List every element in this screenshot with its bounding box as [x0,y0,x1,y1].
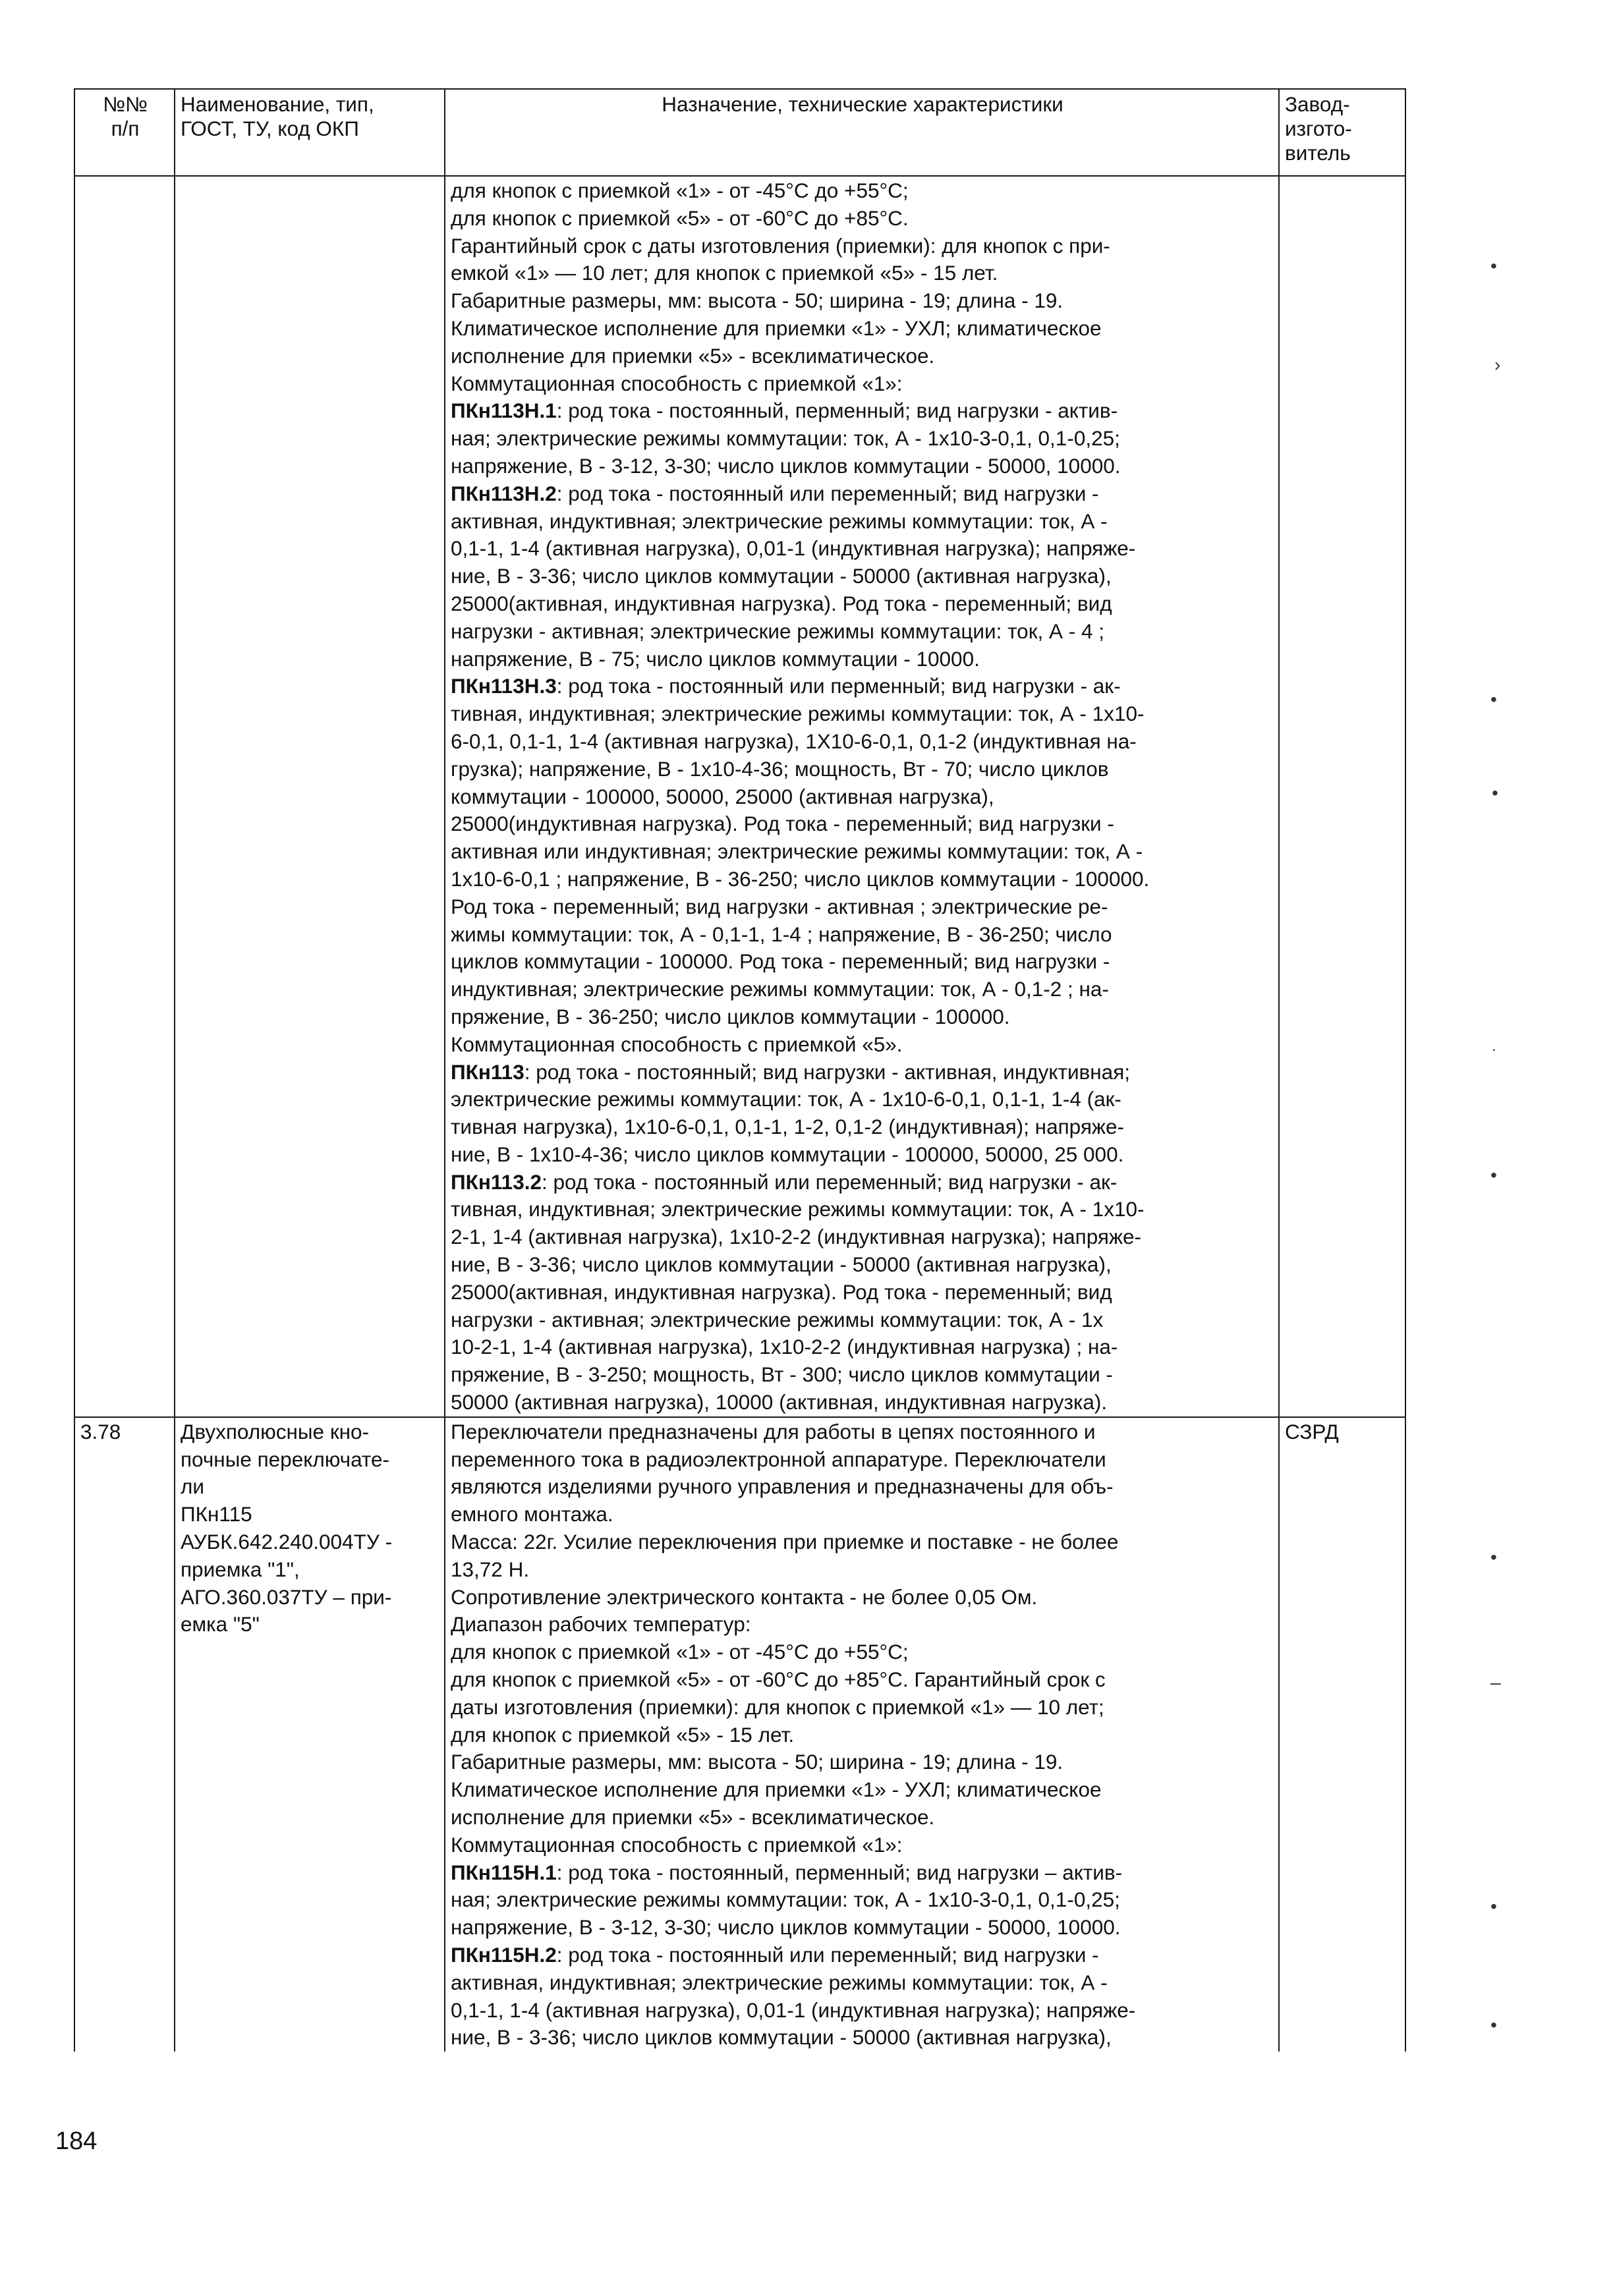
model-code: ПКн115Н.1 [451,1860,557,1884]
text-line: даты изготовления (приемки): для кнопок с приемкой «1» — 10 лет; [451,1694,1104,1719]
text-line: тивная, индуктивная; электрические режимы коммутации: ток, А - 1х10- [451,702,1145,726]
scan-speck: • [1490,689,1497,710]
scan-speck: • [1490,256,1497,276]
text-line: нагрузки - активная; электрические режимы коммутации: ток, А - 1х [451,1307,1104,1331]
text-line: ПКн113: род тока - постоянный; вид нагрузки - активная, индуктивная; [451,1059,1131,1084]
text-line: 0,1-1, 1-4 (активная нагрузка), 0,01-1 (индуктивная нагрузка); напряже- [451,536,1136,561]
text-line: емкой «1» — 10 лет; для кнопок с приемкой «5» - 15 лет. [451,261,998,285]
text-line: 2-1, 1-4 (активная нагрузка), 1х10-2-2 (индуктивная нагрузка); напряже- [451,1225,1142,1249]
model-code: ПКн113Н.3 [451,674,557,698]
text-line: для кнопок с приемкой «5» - 15 лет. [451,1722,795,1747]
text-line: 1х10-6-0,1 ; напряжение, В - 36-250; число циклов коммутации - 100000. [451,866,1150,891]
text-line: ПКн113Н.3: род тока - постоянный или перменный; вид нагрузки - ак- [451,674,1121,698]
continued-name-cell [175,176,445,1417]
row-number: 3.78 [74,1417,175,2052]
text-line: Коммутационная способность с приемкой «5». [451,1032,903,1056]
text-line: индуктивная; электрические режимы коммутации: ток, А - 0,1-2 ; на- [451,977,1109,1001]
text-line: напряжение, В - 3-12, 3-30; число циклов коммутации - 50000, 10000. [451,1915,1121,1940]
text-line: циклов коммутации - 100000. Род тока - переменный; вид нагрузки - [451,949,1110,974]
text-line: активная, индуктивная; электрические режимы коммутации: ток, А - [451,1970,1108,1994]
text-line: Климатическое исполнение для приемки «1» - УХЛ; климатическое [451,316,1102,340]
text-line: активная или индуктивная; электрические режимы коммутации: ток, А - [451,839,1143,864]
header-row [74,89,1405,176]
text-line: ная; электрические режимы коммутации: ток, А - 1х10-3-0,1, 0,1-0,25; [451,1888,1120,1912]
text-line: 6-0,1, 0,1-1, 1-4 (активная нагрузка), 1Х10-6-0,1, 0,1-2 (индуктивная на- [451,729,1137,753]
text-line: для кнопок с приемкой «5» - от -60°С до +85°С. [451,206,909,230]
text-line: тивная, индуктивная; электрические режимы коммутации: ток, А - 1х10- [451,1197,1145,1221]
text-line: Коммутационная способность с приемкой «1»: [451,1832,903,1857]
text-line: почные переключате- [181,1447,389,1471]
model-code: ПКн113Н.1 [451,399,557,423]
text-line: ние, В - 1х10-4-36; число циклов коммутации - 100000, 50000, 25 000. [451,1142,1124,1166]
scan-speck: • [1490,1547,1497,1567]
text-line: коммутации - 100000, 50000, 25000 (активная нагрузка), [451,784,994,808]
text-line: грузка); напряжение, В - 1х10-4-36; мощность, Вт - 70; число циклов [451,756,1109,781]
text-line: Масса: 22г. Усилие переключения при приемке и поставке - не более [451,1530,1119,1554]
text-line: Коммутационная способность с приемкой «1»: [451,371,903,395]
text-line: ПКн113Н.2: род тока - постоянный или переменный; вид нагрузки - [451,481,1099,505]
text-line: переменного тока в радиоэлектронной аппаратуре. Переключатели [451,1447,1106,1471]
text-line: 25000(активная, индуктивная нагрузка). Род тока - переменный; вид [451,1279,1112,1304]
text-line: Сопротивление электрического контакта - не более 0,05 Ом. [451,1584,1038,1609]
scan-speck: • [1492,783,1498,803]
text-line: 25000(активная, индуктивная нагрузка). Род тока - переменный; вид [451,591,1112,615]
text-line: АУБК.642.240.004ТУ - [181,1530,393,1554]
page-number: 184 [55,2127,98,2155]
header-name: Наименование, тип, ГОСТ, ТУ, код ОКП [175,89,445,176]
text-line: электрические режимы коммутации: ток, А - 1х10-6-0,1, 0,1-1, 1-4 (ак- [451,1087,1121,1111]
scan-speck: › [1494,354,1501,375]
text-line: исполнение для приемки «5» - всеклиматическое. [451,343,935,368]
text-line: для кнопок с приемкой «5» - от -60°С до +85°С. Гарантийный срок с [451,1667,1106,1692]
text-line: для кнопок с приемкой «1» - от -45°С до +55°С; [451,1640,909,1664]
text-line: являются изделиями ручного управления и предназначены для объ- [451,1474,1114,1499]
text-line: 25000(индуктивная нагрузка). Род тока - переменный; вид нагрузки - [451,812,1114,836]
header-num: №№ п/п [74,89,175,176]
text-line: пряжение, В - 3-250; мощность, Вт - 300; число циклов коммутации - [451,1362,1113,1387]
header-maker: Завод- изгото- витель [1279,89,1405,176]
text-line: ПКн113Н.1: род тока - постоянный, перменный; вид нагрузки - актив- [451,399,1118,423]
scan-speck: • [1490,2015,1497,2035]
text-line: ПКн113.2: род тока - постоянный или переменный; вид нагрузки - ак- [451,1169,1118,1194]
text-line: ПКн115Н.2: род тока - постоянный или переменный; вид нагрузки - [451,1943,1099,1967]
text-line: Род тока - переменный; вид нагрузки - активная ; электрические ре- [451,894,1108,918]
scan-speck: – [1490,1672,1501,1693]
model-code: ПКн113.2 [451,1169,542,1194]
spec-table [74,88,1406,2052]
text-line: ние, В - 3-36; число циклов коммутации - 50000 (активная нагрузка), [451,2025,1112,2050]
header-purpose: Назначение, технические характеристики [445,89,1279,176]
model-code: ПКн115Н.2 [451,1943,557,1967]
text-line: АГО.360.037ТУ – при- [181,1584,392,1609]
text-line: исполнение для приемки «5» - всеклиматическое. [451,1805,935,1830]
text-line: ли [181,1474,204,1499]
scan-speck: ˙ [1492,1046,1498,1067]
continued-purpose-cell [445,176,1279,1417]
text-line: 0,1-1, 1-4 (активная нагрузка), 0,01-1 (индуктивная нагрузка); напряже- [451,1998,1136,2022]
text-line: Переключатели предназначены для работы в цепях постоянного и [451,1419,1096,1443]
text-line: 50000 (активная нагрузка), 10000 (активная, индуктивная нагрузка). [451,1390,1108,1414]
text-line: приемка "1", [181,1557,300,1581]
table-row-3-78 [74,1417,1405,2052]
text-line: ПКн115Н.1: род тока - постоянный, перменный; вид нагрузки – актив- [451,1860,1123,1884]
continued-maker-cell [1279,176,1405,1417]
text-line: ПКн115 [181,1502,252,1526]
manufacturer-cell: СЗРД [1279,1417,1405,2052]
text-line: напряжение, В - 3-12, 3-30; число циклов коммутации - 50000, 10000. [451,453,1121,478]
text-line: емного монтажа. [451,1502,613,1526]
text-line: ная; электрические режимы коммутации: ток, А - 1х10-3-0,1, 0,1-0,25; [451,426,1120,451]
text-line: напряжение, В - 75; число циклов коммутации - 10000. [451,646,980,671]
text-line: 10-2-1, 1-4 (активная нагрузка), 1х10-2-2 (индуктивная нагрузка) ; на- [451,1335,1118,1359]
scan-speck: • [1490,1896,1497,1917]
continued-num-cell [74,176,175,1417]
text-line: Габаритные размеры, мм: высота - 50; ширина - 19; длина - 19. [451,289,1063,313]
product-name-cell [175,1417,445,2052]
table-row-continued [74,176,1405,1417]
text-line: нагрузки - активная; электрические режимы коммутации: ток, А - 4 ; [451,619,1105,643]
text-line: жимы коммутации: ток, А - 0,1-1, 1-4 ; напряжение, В - 36-250; число [451,922,1112,946]
text-line: ние, В - 3-36; число циклов коммутации - 50000 (активная нагрузка), [451,564,1112,588]
model-code: ПКн113Н.2 [451,481,557,505]
model-code: ПКн113 [451,1059,524,1084]
text-line: емка "5" [181,1612,260,1637]
text-line: тивная нагрузка), 1х10-6-0,1, 0,1-1, 1-2, 0,1-2 (индуктивная); напряже- [451,1115,1124,1139]
text-line: 13,72 Н. [451,1557,530,1581]
text-line: Диапазон рабочих температур: [451,1612,751,1637]
text-line: пряжение, В - 36-250; число циклов коммутации - 100000. [451,1004,1010,1028]
text-line: для кнопок с приемкой «1» - от -45°С до +55°С; [451,179,909,202]
text-line: активная, индуктивная; электрические режимы коммутации: ток, А - [451,509,1108,533]
scan-speck: • [1490,1165,1497,1185]
text-line: Гарантийный срок с даты изготовления (приемки): для кнопок с при- [451,233,1110,258]
text-line: Двухполюсные кно- [181,1419,370,1443]
product-purpose-cell [445,1417,1279,2052]
text-line: Климатическое исполнение для приемки «1» - УХЛ; климатическое [451,1778,1102,1802]
text-line: Габаритные размеры, мм: высота - 50; ширина - 19; длина - 19. [451,1750,1063,1774]
text-line: ние, В - 3-36; число циклов коммутации - 50000 (активная нагрузка), [451,1252,1112,1277]
